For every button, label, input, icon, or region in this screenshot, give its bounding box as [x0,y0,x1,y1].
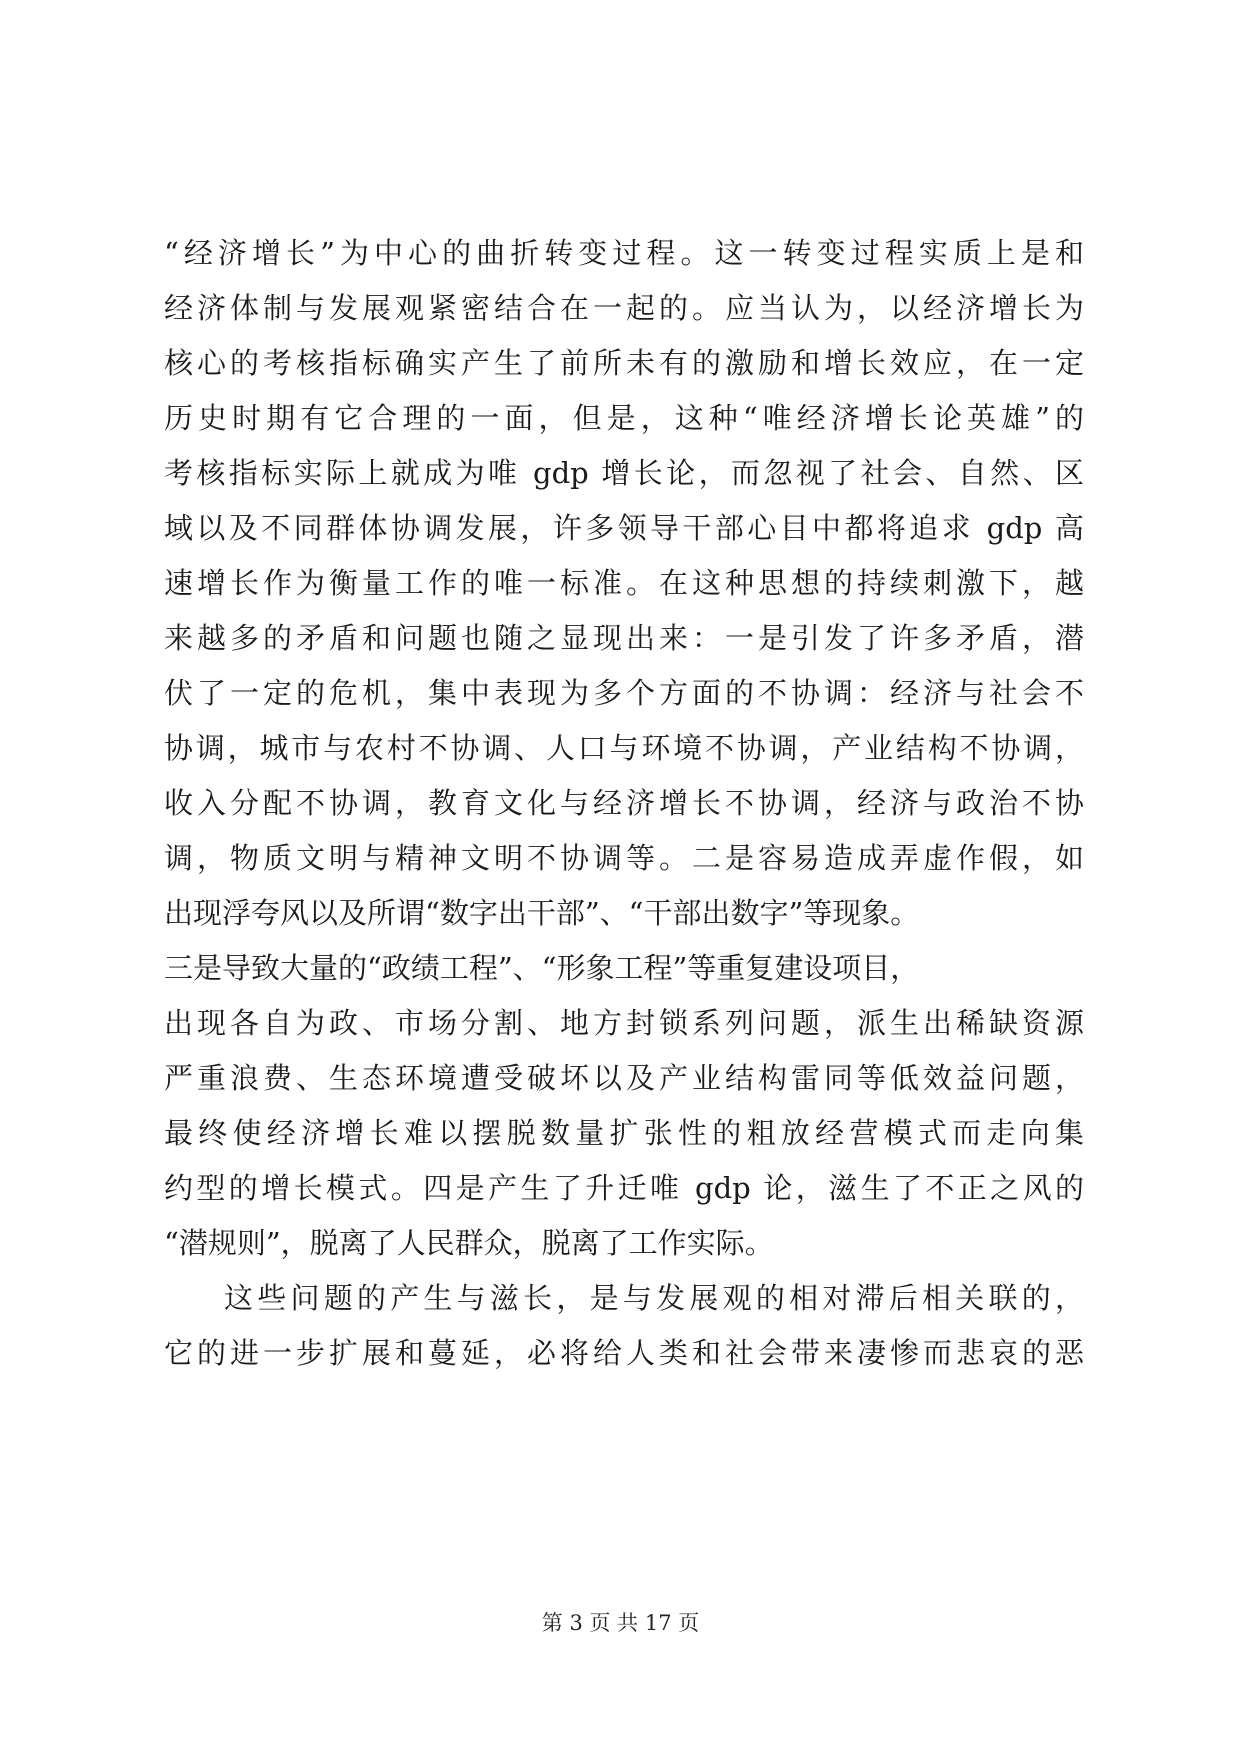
text-line: “潜规则”，脱离了人民群众，脱离了工作实际。 [164,1226,774,1260]
text-line: 速增长作为衡量工作的唯一标准。在这种思想的持续刺激下，越 [164,566,1084,600]
body-text [164,226,1084,1381]
text-line: 域以及不同群体协调发展，许多领导干部心目中都将追求 gdp 高 [164,511,1084,545]
text-line: 约型的增长模式。四是产生了升迁唯 gdp 论，滋生了不正之风的 [164,1171,1084,1205]
text-line: 来越多的矛盾和问题也随之显现出来：一是引发了许多矛盾，潜 [164,621,1084,655]
text-line: 这些问题的产生与滋长，是与发展观的相对滞后相关联的， [224,1281,1084,1315]
text-line: 出现各自为政、市场分割、地方封锁系列问题，派生出稀缺资源 [164,1006,1084,1040]
text-line: 收入分配不协调，教育文化与经济增长不协调，经济与政治不协 [164,786,1084,820]
page-number-footer: 第 3 页 共 17 页 [541,1611,700,1635]
text-line: 调，物质文明与精神文明不协调等。二是容易造成弄虚作假，如 [164,841,1084,875]
text-line: 严重浪费、生态环境遭受破坏以及产业结构雷同等低效益问题， [164,1061,1084,1095]
text-line: 它的进一步扩展和蔓延，必将给人类和社会带来凄惨而悲哀的恶 [164,1336,1084,1370]
text-line: 考核指标实际上就成为唯 gdp 增长论，而忽视了社会、自然、区 [164,456,1084,490]
text-line: 出现浮夸风以及所谓“数字出干部”、“干部出数字”等现象。 [164,896,920,930]
text-line: 伏了一定的危机，集中表现为多个方面的不协调：经济与社会不 [164,676,1084,710]
text-line: 三是导致大量的“政绩工程”、“形象工程”等重复建设项目， [164,951,920,985]
text-line: 最终使经济增长难以摆脱数量扩张性的粗放经营模式而走向集 [164,1116,1084,1150]
text-line: 经济体制与发展观紧密结合在一起的。应当认为，以经济增长为 [164,291,1084,325]
text-line: “经济增长”为中心的曲折转变过程。这一转变过程实质上是和 [164,236,1084,270]
text-line: 核心的考核指标确实产生了前所未有的激励和增长效应，在一定 [164,346,1084,380]
text-line: 协调，城市与农村不协调、人口与环境不协调，产业结构不协调， [164,731,1084,765]
text-line: 历史时期有它合理的一面，但是，这种“唯经济增长论英雄”的 [164,401,1084,435]
